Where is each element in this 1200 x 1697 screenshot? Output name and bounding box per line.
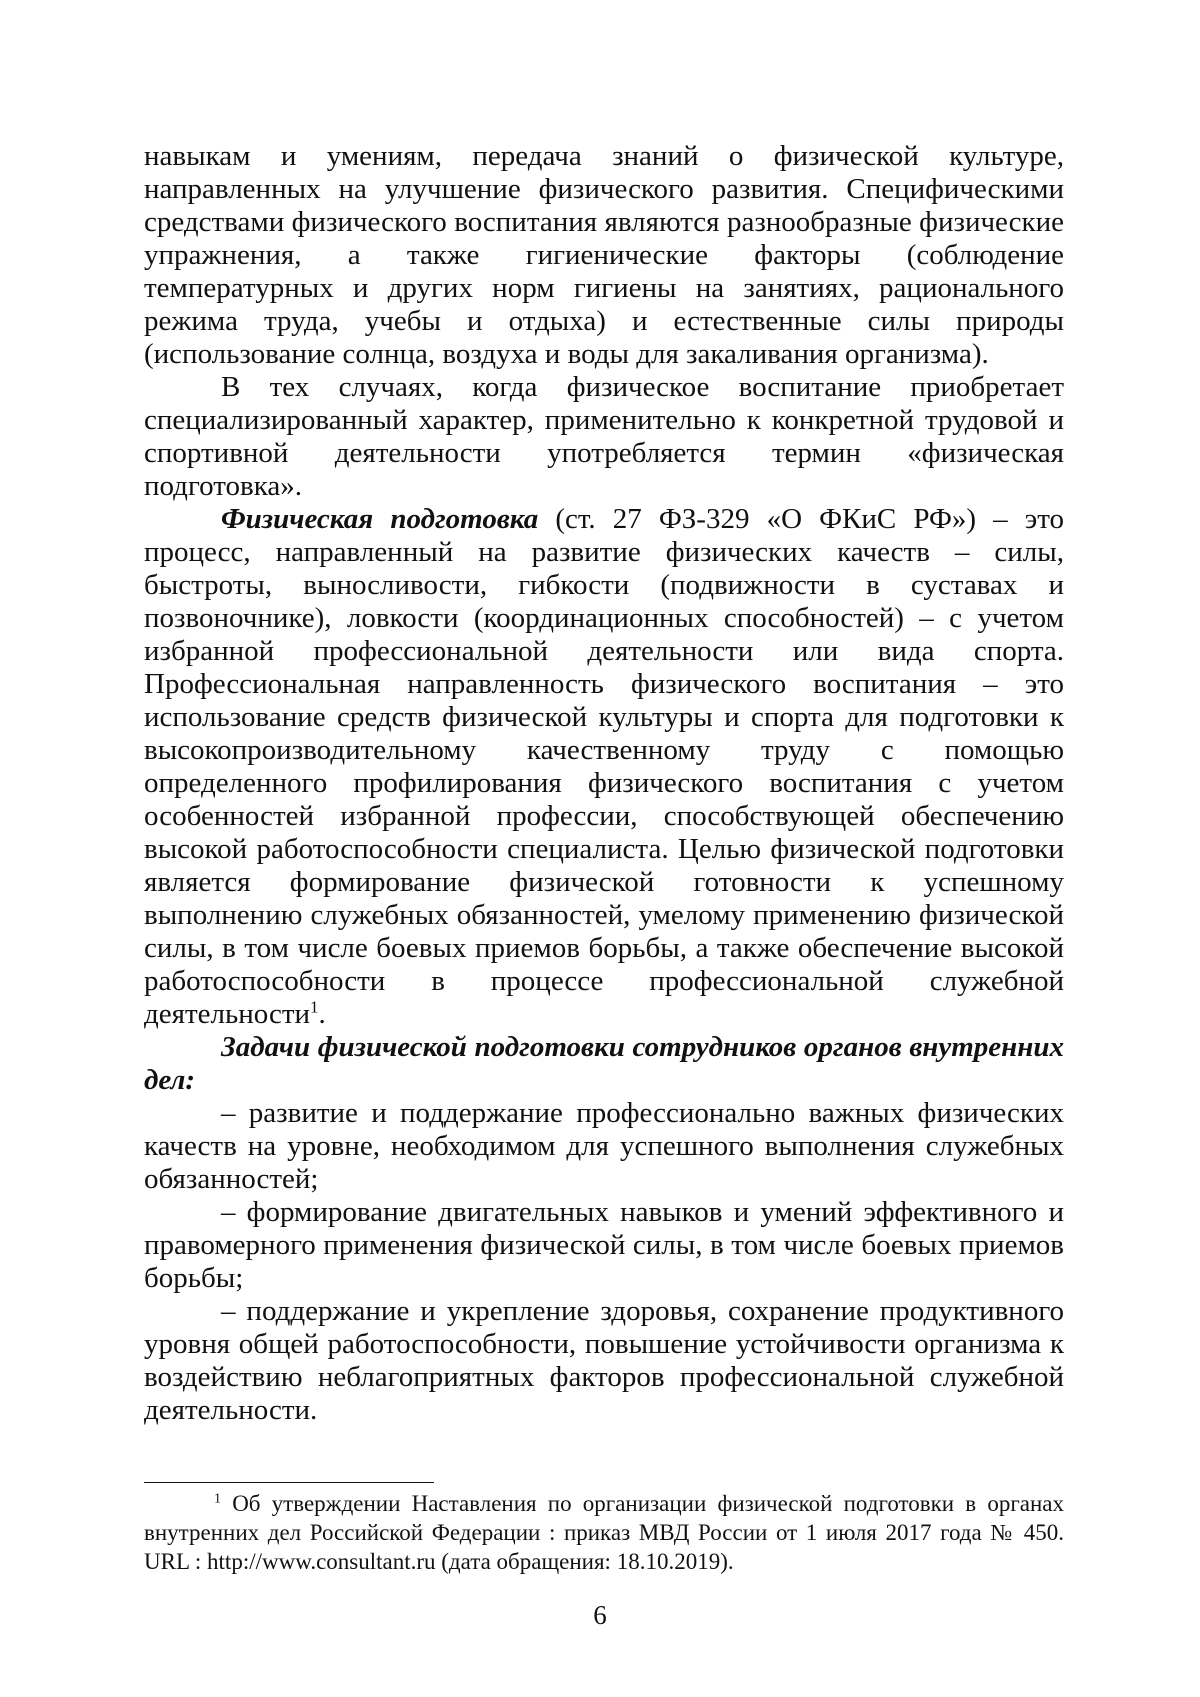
paragraph-physical-education-means: навыкам и умениям, передача знаний о физической культуре, направленных на улучшение физического развития. Специфическими средствами физического воспитания являются разнообразные физические упражнения, а также гигиенические факторы (соблюдение температурных и других норм гигиены на занятиях, рационального режима труда, учебы и отдыха) и естественные силы природы (использование солнца, воздуха и воды для закаливания организма). [144,140,1064,370]
footnote-mark: 1 [214,1491,221,1507]
tasks-heading: Задачи физической подготовки сотрудников органов внутренних дел: [144,1031,1064,1096]
footnote-text: Об утверждении Наставления по организации физической подготовки в органах внутренних дел Российской Федерации : приказ МВД России от 1 июля 2017 года № 450. URL : http://www.consultant.ru (дата обращения: 18.10.2019). [144,1491,1064,1574]
footnote-reference[interactable]: 1 [310,997,319,1017]
document-body [144,140,1064,1427]
definition-text: (ст. 27 ФЗ-329 «О ФКиС РФ») – это процесс, направленный на развитие физических качеств – силы, быстроты, выносливости, гибкости (подвижности в суставах и позвоночнике), ловкости (координационных способностей) – с учетом избранной профессиональной деятельности или вида спорта. Профессиональная направленность физического воспитания – это использование средств физической культуры и спорта для подготовки к высокопроизводительному качественному труду с помощью определенного профилирования физического воспитания с учетом особенностей избранной профессии, способствующей обеспечению высокой работоспособности специалиста. Целью физической подготовки является формирование физической готовности к успешному выполнению служебных обязанностей, умелому применению физической силы, в том числе боевых приемов борьбы, а также обеспечение высокой работоспособности в процессе профессиональной служебной деятельности [144,503,1064,1030]
footnote-separator [144,1482,434,1483]
paragraph-physical-training-term: В тех случаях, когда физическое воспитание приобретает специализированный характер, применительно к конкретной трудовой и спортивной деятельности употребляется термин «физическая подготовка». [144,371,1064,502]
paragraph-physical-training-definition [144,503,1064,1031]
page-number: 6 [593,1600,607,1630]
footnotes [144,1482,1064,1576]
list-item-task-2: – формирование двигательных навыков и умений эффективного и правомерного применения физической силы, в том числе боевых приемов борьбы; [144,1196,1064,1294]
defined-term: Физическая подготовка [221,503,539,535]
list-item-task-3: – поддержание и укрепление здоровья, сохранение продуктивного уровня общей работоспособности, повышение устойчивости организма к воздействию неблагоприятных факторов профессиональной служебной деятельности. [144,1295,1064,1426]
footnote-1 [144,1489,1064,1576]
list-item-task-1: – развитие и поддержание профессионально важных физических качеств на уровне, необходимом для успешного выполнения служебных обязанностей; [144,1097,1064,1195]
definition-end: . [318,998,326,1030]
